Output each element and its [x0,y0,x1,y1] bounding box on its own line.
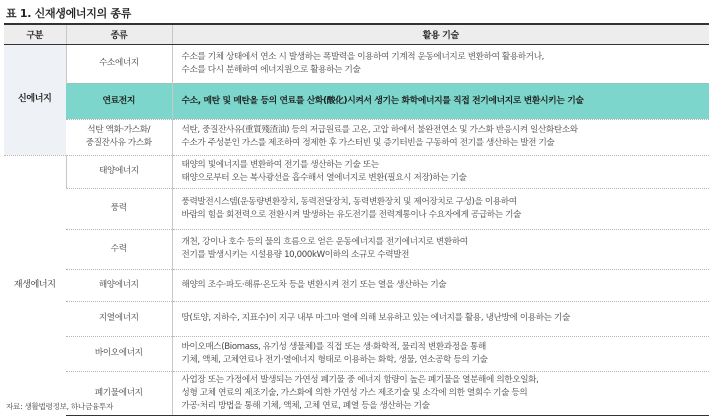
table-row [4,188,709,229]
usage-line: 태양의 빛에너지를 변환하여 전기를 생산하는 기술 또는 [181,159,379,170]
type-cell: 바이오에너지 [66,336,172,371]
type-cell: 수소에너지 [66,44,172,83]
usage-cell [172,188,709,229]
usage-cell [172,336,709,371]
table-row [4,336,709,371]
table-row [4,119,709,155]
type-cell: 지열에너지 [66,301,172,336]
usage-cell [172,155,709,188]
usage-line: 바이오매스(Biomass, 유기성 생물체)를 직접 또는 생·화학적, 물리적 변환과정을 통해 [181,341,486,352]
usage-line: 땅(토양, 지하수, 지표수)이 지구 내부 마그마 열에 의해 보유하고 있는 에너지를 활용, 냉난방에 이용하는 기술 [181,313,570,323]
usage-cell [172,269,709,301]
usage-line: 전기를 발생시키는 시설용량 10,000kW이하의 소규모 수력발전 [181,250,410,260]
usage-cell [172,301,709,336]
usage-line: 수소가 주성분인 가스를 제조하여 정제한 후 가스터빈 및 증기터빈을 구동하여 전기를 생산하는 발전 기술 [181,138,555,148]
usage-cell [172,44,709,83]
table-row [4,155,709,188]
header-type: 종류 [66,24,172,44]
usage-line: 수소, 메탄 및 메탄올 등의 연료를 산화(酸化)시켜서 생기는 화학에너지를 직접 전기에너지로 변환시키는 기술 [181,95,584,106]
type-cell: 풍력 [66,188,172,229]
category-renewable-energy: 재생에너지 [4,155,66,415]
usage-line: 사업장 또는 가정에서 발생되는 가연성 폐기물 중 에너지 함량이 높은 폐기물을 열분해에 의한오일화, [181,374,539,385]
header-category: 구분 [4,24,66,44]
header-usage: 활용 기술 [172,24,709,44]
table-row [4,229,709,269]
usage-cell [172,371,709,415]
usage-cell [172,119,709,155]
table-row [4,301,709,336]
usage-line: 풍력발전시스템(운동량변환장치, 동력전달장치, 동력변환장치 및 제어장치로 구성)을 이용하여 [181,196,517,207]
usage-line: 가공·처리 방법을 통해 기체, 액체, 고체 연료, 폐열 등을 생산하는 기술 [181,400,430,411]
usage-cell [172,83,709,119]
source-note: 자료: 생활법령정보, 하나금융투자 [6,402,114,411]
usage-line: 성형 고체 연료의 제조기술, 가스화에 의한 가연성 가스 제조기술 및 소각에 의한 열회수 기술 등의 [181,387,528,398]
usage-line: 석탄, 중질잔사유(重質殘渣油) 등의 저급원료를 고온, 고압 하에서 불완전연소 및 가스화 반응시켜 일산화탄소와 [181,125,578,135]
usage-line: 개천, 강이나 호수 등의 물의 흐름으로 얻은 운동에너지를 전기에너지로 변환하여 [181,237,468,247]
usage-cell [172,229,709,269]
usage-line: 바람의 힘을 회전력으로 전환시켜 발생하는 유도전기를 전력계통이나 수요자에게 공급하는 기술 [181,209,521,220]
type-cell: 태양에너지 [66,155,172,188]
table-row [4,269,709,301]
table-title: 표 1. 신재생에너지의 종류 [6,7,132,20]
type-cell [66,119,172,155]
usage-line: 기체, 액체, 고체연료나 전기·열에너지 형태로 이용하는 화학, 생물, 연소공학 등의 기술 [181,354,488,365]
usage-line: 수소를 기체 상태에서 연소 시 발생하는 폭발력을 이용하여 기계적 운동에너지로 변환하여 활용하거나, [181,51,545,62]
category-new-energy: 신에너지 [4,44,66,155]
table-row [4,44,709,83]
type-cell: 수력 [66,229,172,269]
type-line: 중질잔사유 가스화 [85,138,152,148]
type-cell: 해양에너지 [66,269,172,301]
table-header-row [4,24,709,44]
usage-line: 수소를 다시 분해하여 에너지원으로 활용하는 기술 [181,64,361,75]
type-line: 석탄 액화·가스화/ [87,125,151,135]
usage-line: 태양으로부터 오는 복사광선을 흡수해서 열에너지로 변환(필요시 저장)하는 기술 [181,172,467,183]
table-row-highlighted [4,83,709,119]
type-cell: 폐기물에너지 [66,371,172,415]
type-cell: 연료전지 [66,83,172,119]
energy-types-table [4,23,709,416]
usage-line: 해양의 조수·파도·해류·온도차 등을 변환시켜 전기 또는 열을 생산하는 기술 [181,279,447,290]
